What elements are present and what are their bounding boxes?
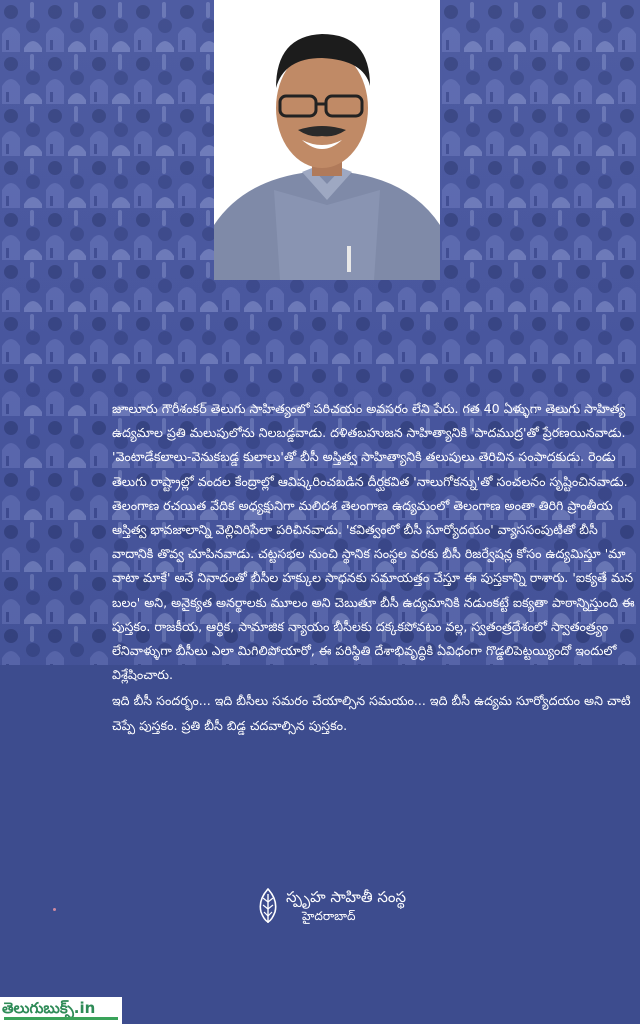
blurb-paragraph-2: ఇది బీసీ సందర్భం... ఇది బీసీలు సమరం చేయాల్సిన సమయం... ఇది బీసీ ఉద్యమ సూర్యోదయం అని చాటి చెప్పే పుస్తకం. ప్రతి బీసీ బిడ్డ చదవాల్సిన పుస్తకం. <box>112 693 631 733</box>
site-watermark <box>0 997 122 1024</box>
book-blurb <box>112 397 640 738</box>
watermark-text: తెలుగుబుక్స్.in <box>2 999 96 1017</box>
blurb-paragraph-1: జూలూరు గౌరీశంకర్ తెలుగు సాహిత్యంలో పరిచయం అవసరం లేని పేరు. గత 40 ఏళ్ళుగా తెలుగు సాహిత్య ఉద్యమాల ప్రతి మలుపులోను నిలబడ్డవాడు. దళితబహుజన సాహిత్యానికి 'పాదముద్ర'తో ప్రేరణయినవాడు. 'వెంటాడేకలాలు-వెనుకబడ్డ కులాలు'తో బీసీ అస్తిత్వ సాహిత్యానికి తలుపులు తెరిచిన సంపాదకుడు. రెండు తెలుగు రాష్ట్రాల్లో వందల కేంద్రాల్లో ఆవిష్కరించబడిన దీర్ఘకవిత 'నాలుగోకన్ను'తో సంచలనం సృష్టించినవాడు. తెలంగాణ రచయిత వేదిక అధ్యక్షునిగా మలిదశ తెలంగాణ ఉద్యమంలో తెలంగాణ అంతా తిరిగి ప్రాంతీయ అస్తిత్వ భావజాలాన్ని వెల్లివిరిసేలా పరిచినవాడు. 'కవిత్వంలో బీసీ సూర్యోదయం' వ్యాససంపుటితో బీసీ వాదానికి తొవ్వ చూపినవాడు. చట్టసభల నుంచి స్థానిక సంస్థల వరకు బీసీ రిజర్వేషన్ల కోసం ఉద్యమిస్తూ 'మా వాటా మాకే' అనే నినాదంతో బీసీల హక్కుల సాధనకు సమాయత్తం చేస్తూ ఈ పుస్తకాన్ని రాశారు. 'ఐక్యతే మన బలం' అని, అనైక్యత అనర్థాలకు మూలం అని చెబుతూ బీసీ ఉద్యమానికి నడుంకట్టే ఐక్యతా పాఠాన్నిస్తుంది ఈ పుస్తకం. రాజకీయ, ఆర్థిక, సామాజిక న్యాయం బీసీలకు దక్కకపోవటం వల్ల, స్వతంత్రదేశంలో స్వాతంత్ర్యం లేనివాళ్ళుగా బీసీలు ఎలా మిగిలిపోయారో, ఈ పరిస్థితి దేశాభివృద్ధికి ఏవిధంగా గొడ్డలిపెట్టయ్యిందో ఇందులో విశ్లేషించారు. <box>112 401 635 683</box>
publisher-name: స్పృహ సాహితీ సంస్థ <box>286 888 407 906</box>
publisher-city: హైదరాబాద్ <box>302 909 356 923</box>
publisher-block <box>258 884 438 932</box>
print-speck <box>53 908 56 911</box>
author-portrait <box>214 0 440 280</box>
leaf-logo-icon <box>258 888 278 924</box>
watermark-underline <box>4 1017 118 1020</box>
